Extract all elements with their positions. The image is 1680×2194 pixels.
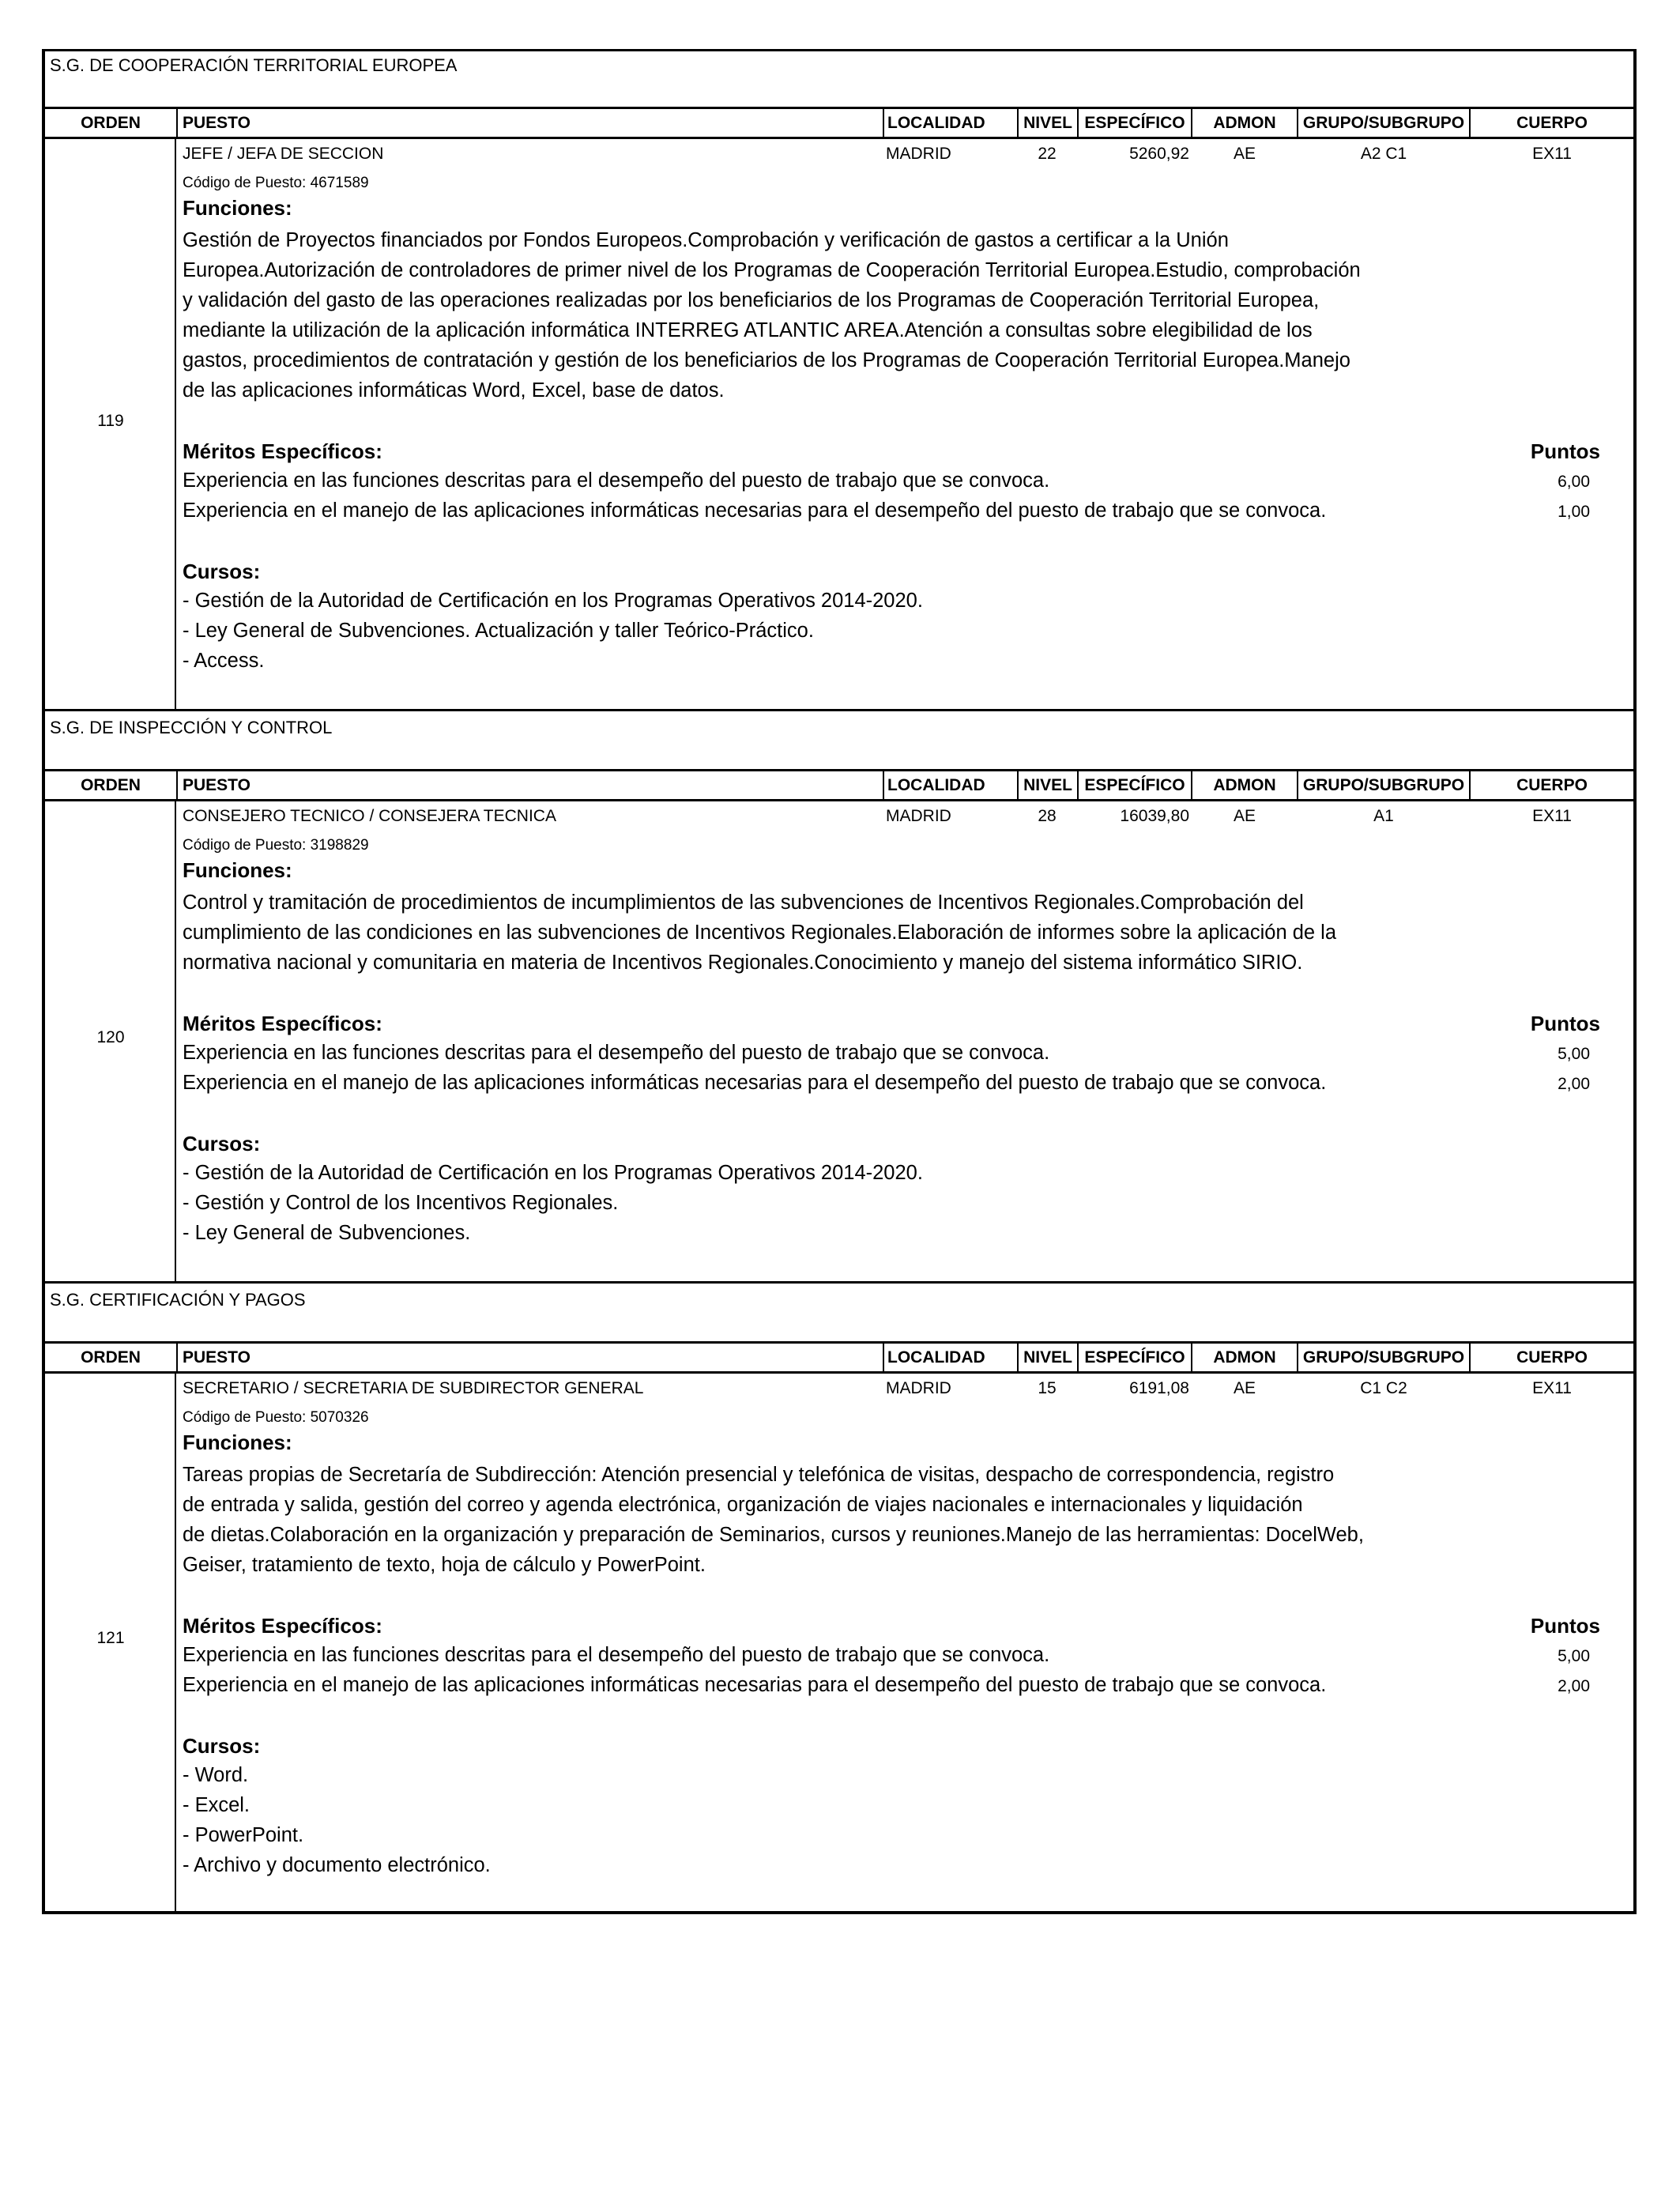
meritos-label: Méritos Específicos: bbox=[183, 1012, 382, 1035]
funciones-line: Control y tramitación de procedimientos de incumplimientos de las subvenciones de Incentivos Regionales.Comprobación del bbox=[183, 892, 1304, 914]
puntos-label: Puntos bbox=[1530, 1614, 1600, 1638]
section-inspeccion bbox=[42, 711, 1637, 1284]
col-grupo: GRUPO/SUBGRUPO bbox=[1297, 109, 1471, 137]
col-orden: ORDEN bbox=[81, 776, 141, 794]
col-admon: ADMON bbox=[1213, 776, 1276, 794]
merito-text: Experiencia en las funciones descritas para el desempeño del puesto de trabajo que se convoca. bbox=[183, 469, 1050, 492]
col-cuerpo: CUERPO bbox=[1516, 114, 1588, 132]
puesto-name: CONSEJERO TECNICO / CONSEJERA TECNICA bbox=[183, 807, 556, 825]
section-title: S.G. CERTIFICACIÓN Y PAGOS bbox=[45, 1284, 1633, 1344]
orden-number: 120 bbox=[96, 1028, 125, 1046]
funciones-line: gastos, procedimientos de contratación y gestión de los beneficiarios de los Programas de Cooperación Territorial Europea.Manejo bbox=[183, 349, 1350, 371]
merito-puntos: 5,00 bbox=[1558, 1045, 1590, 1063]
funciones-line: de dietas.Colaboración en la organización y preparación de Seminarios, cursos y reuniones.Manejo de las herramientas: DocelWeb, bbox=[183, 1524, 1364, 1546]
merito-puntos: 6,00 bbox=[1558, 473, 1590, 491]
orden-cell bbox=[45, 139, 176, 709]
funciones-label: Funciones: bbox=[183, 1431, 292, 1454]
admon-value: AE bbox=[1233, 1379, 1256, 1397]
merito-puntos: 1,00 bbox=[1558, 503, 1590, 521]
col-especifico: ESPECÍFICO bbox=[1077, 109, 1192, 137]
funciones-line: de entrada y salida, gestión del correo y agenda electrónica, organización de viajes nacionales e internacionales y liquidación bbox=[183, 1494, 1303, 1516]
col-orden: ORDEN bbox=[81, 114, 141, 132]
col-localidad: LOCALIDAD bbox=[883, 109, 1017, 137]
col-puesto: PUESTO bbox=[176, 771, 883, 799]
localidad-value: MADRID bbox=[886, 807, 951, 825]
codigo-puesto: Código de Puesto: 4671589 bbox=[183, 175, 369, 191]
cursos-label: Cursos: bbox=[183, 1734, 261, 1758]
cuerpo-value: EX11 bbox=[1532, 1379, 1572, 1397]
curso-item: - Excel. bbox=[183, 1794, 250, 1816]
col-admon: ADMON bbox=[1213, 1348, 1276, 1367]
especifico-value: 5260,92 bbox=[1129, 145, 1189, 163]
curso-item: - Access. bbox=[183, 650, 265, 672]
table-header bbox=[45, 109, 1633, 139]
merito-puntos: 2,00 bbox=[1558, 1677, 1590, 1695]
col-puesto: PUESTO bbox=[176, 109, 883, 137]
localidad-value: MADRID bbox=[886, 145, 951, 163]
col-grupo: GRUPO/SUBGRUPO bbox=[1297, 1344, 1471, 1371]
puntos-label: Puntos bbox=[1530, 1012, 1600, 1035]
funciones-line: mediante la utilización de la aplicación informática INTERREG ATLANTIC AREA.Atención a consultas sobre elegibilidad de los bbox=[183, 319, 1313, 341]
curso-item: - Archivo y documento electrónico. bbox=[183, 1854, 491, 1876]
col-nivel: NIVEL bbox=[1017, 1344, 1077, 1371]
funciones-label: Funciones: bbox=[183, 858, 292, 882]
table-row bbox=[45, 801, 1633, 1284]
grupo-value: A1 bbox=[1373, 807, 1394, 825]
col-cuerpo: CUERPO bbox=[1516, 776, 1588, 794]
col-cuerpo: CUERPO bbox=[1516, 1348, 1588, 1367]
col-localidad: LOCALIDAD bbox=[883, 771, 1017, 799]
section-cooperacion bbox=[42, 49, 1637, 711]
merito-text: Experiencia en las funciones descritas para el desempeño del puesto de trabajo que se convoca. bbox=[183, 1644, 1050, 1666]
nivel-value: 22 bbox=[1038, 145, 1057, 163]
especifico-value: 16039,80 bbox=[1120, 807, 1189, 825]
table-row bbox=[45, 1374, 1633, 1914]
curso-item: - Gestión de la Autoridad de Certificación en los Programas Operativos 2014-2020. bbox=[183, 1162, 923, 1184]
curso-item: - PowerPoint. bbox=[183, 1824, 304, 1846]
funciones-label: Funciones: bbox=[183, 196, 292, 220]
funciones-line: normativa nacional y comunitaria en materia de Incentivos Regionales.Conocimiento y manejo del sistema informático SIRIO. bbox=[183, 952, 1303, 974]
col-grupo: GRUPO/SUBGRUPO bbox=[1297, 771, 1471, 799]
puesto-name: SECRETARIO / SECRETARIA DE SUBDIRECTOR GENERAL bbox=[183, 1379, 644, 1397]
col-nivel: NIVEL bbox=[1017, 109, 1077, 137]
curso-item: - Gestión y Control de los Incentivos Regionales. bbox=[183, 1192, 619, 1214]
curso-item: - Gestión de la Autoridad de Certificación en los Programas Operativos 2014-2020. bbox=[183, 590, 923, 612]
merito-puntos: 2,00 bbox=[1558, 1075, 1590, 1093]
table-header bbox=[45, 771, 1633, 801]
puesto-name: JEFE / JEFA DE SECCION bbox=[183, 145, 384, 163]
col-localidad: LOCALIDAD bbox=[883, 1344, 1017, 1371]
cursos-label: Cursos: bbox=[183, 1132, 261, 1155]
admon-value: AE bbox=[1233, 145, 1256, 163]
merito-text: Experiencia en el manejo de las aplicaciones informáticas necesarias para el desempeño del puesto de trabajo que se convoca. bbox=[183, 1674, 1327, 1696]
grupo-value: C1 C2 bbox=[1360, 1379, 1407, 1397]
funciones-line: Tareas propias de Secretaría de Subdirección: Atención presencial y telefónica de visitas, despacho de correspondencia, registro bbox=[183, 1464, 1335, 1486]
nivel-value: 15 bbox=[1038, 1379, 1057, 1397]
table-row bbox=[45, 139, 1633, 711]
curso-item: - Word. bbox=[183, 1764, 249, 1786]
curso-item: - Ley General de Subvenciones. Actualización y taller Teórico-Práctico. bbox=[183, 620, 814, 642]
admon-value: AE bbox=[1233, 807, 1256, 825]
funciones-line: y validación del gasto de las operaciones realizadas por los beneficiarios de los Programas de Cooperación Territorial Europea, bbox=[183, 289, 1320, 311]
section-certificacion bbox=[42, 1284, 1637, 1914]
cursos-label: Cursos: bbox=[183, 560, 261, 583]
col-admon: ADMON bbox=[1213, 114, 1276, 132]
orden-cell bbox=[45, 801, 176, 1281]
meritos-label: Méritos Específicos: bbox=[183, 1614, 382, 1638]
orden-number: 121 bbox=[96, 1629, 125, 1647]
grupo-value: A2 C1 bbox=[1360, 145, 1407, 163]
cuerpo-value: EX11 bbox=[1532, 807, 1572, 825]
col-especifico: ESPECÍFICO bbox=[1077, 1344, 1192, 1371]
orden-number: 119 bbox=[97, 412, 124, 430]
codigo-puesto: Código de Puesto: 3198829 bbox=[183, 837, 369, 854]
merito-text: Experiencia en el manejo de las aplicaciones informáticas necesarias para el desempeño del puesto de trabajo que se convoca. bbox=[183, 499, 1327, 522]
section-title: S.G. DE COOPERACIÓN TERRITORIAL EUROPEA bbox=[45, 49, 1633, 109]
funciones-line: Gestión de Proyectos financiados por Fondos Europeos.Comprobación y verificación de gastos a certificar a la Unión bbox=[183, 229, 1229, 251]
nivel-value: 28 bbox=[1038, 807, 1057, 825]
col-nivel: NIVEL bbox=[1017, 771, 1077, 799]
meritos-label: Méritos Específicos: bbox=[183, 439, 382, 463]
merito-text: Experiencia en el manejo de las aplicaciones informáticas necesarias para el desempeño del puesto de trabajo que se convoca. bbox=[183, 1072, 1327, 1094]
funciones-line: cumplimiento de las condiciones en las subvenciones de Incentivos Regionales.Elaboración de informes sobre la aplicación de la bbox=[183, 922, 1337, 944]
localidad-value: MADRID bbox=[886, 1379, 951, 1397]
puntos-label: Puntos bbox=[1530, 439, 1600, 463]
col-especifico: ESPECÍFICO bbox=[1077, 771, 1192, 799]
cuerpo-value: EX11 bbox=[1532, 145, 1572, 163]
col-puesto: PUESTO bbox=[176, 1344, 883, 1371]
codigo-puesto: Código de Puesto: 5070326 bbox=[183, 1409, 369, 1426]
funciones-line: Europea.Autorización de controladores de primer nivel de los Programas de Cooperación Territorial Europea.Estudio, comprobación bbox=[183, 259, 1361, 281]
funciones-line: de las aplicaciones informáticas Word, Excel, base de datos. bbox=[183, 379, 725, 401]
especifico-value: 6191,08 bbox=[1129, 1379, 1189, 1397]
table-header bbox=[45, 1344, 1633, 1374]
col-orden: ORDEN bbox=[81, 1348, 141, 1367]
merito-text: Experiencia en las funciones descritas para el desempeño del puesto de trabajo que se convoca. bbox=[183, 1042, 1050, 1064]
curso-item: - Ley General de Subvenciones. bbox=[183, 1222, 471, 1244]
section-title: S.G. DE INSPECCIÓN Y CONTROL bbox=[45, 711, 1633, 771]
funciones-line: Geiser, tratamiento de texto, hoja de cálculo y PowerPoint. bbox=[183, 1554, 706, 1576]
orden-cell bbox=[45, 1374, 176, 1914]
merito-puntos: 5,00 bbox=[1558, 1647, 1590, 1665]
